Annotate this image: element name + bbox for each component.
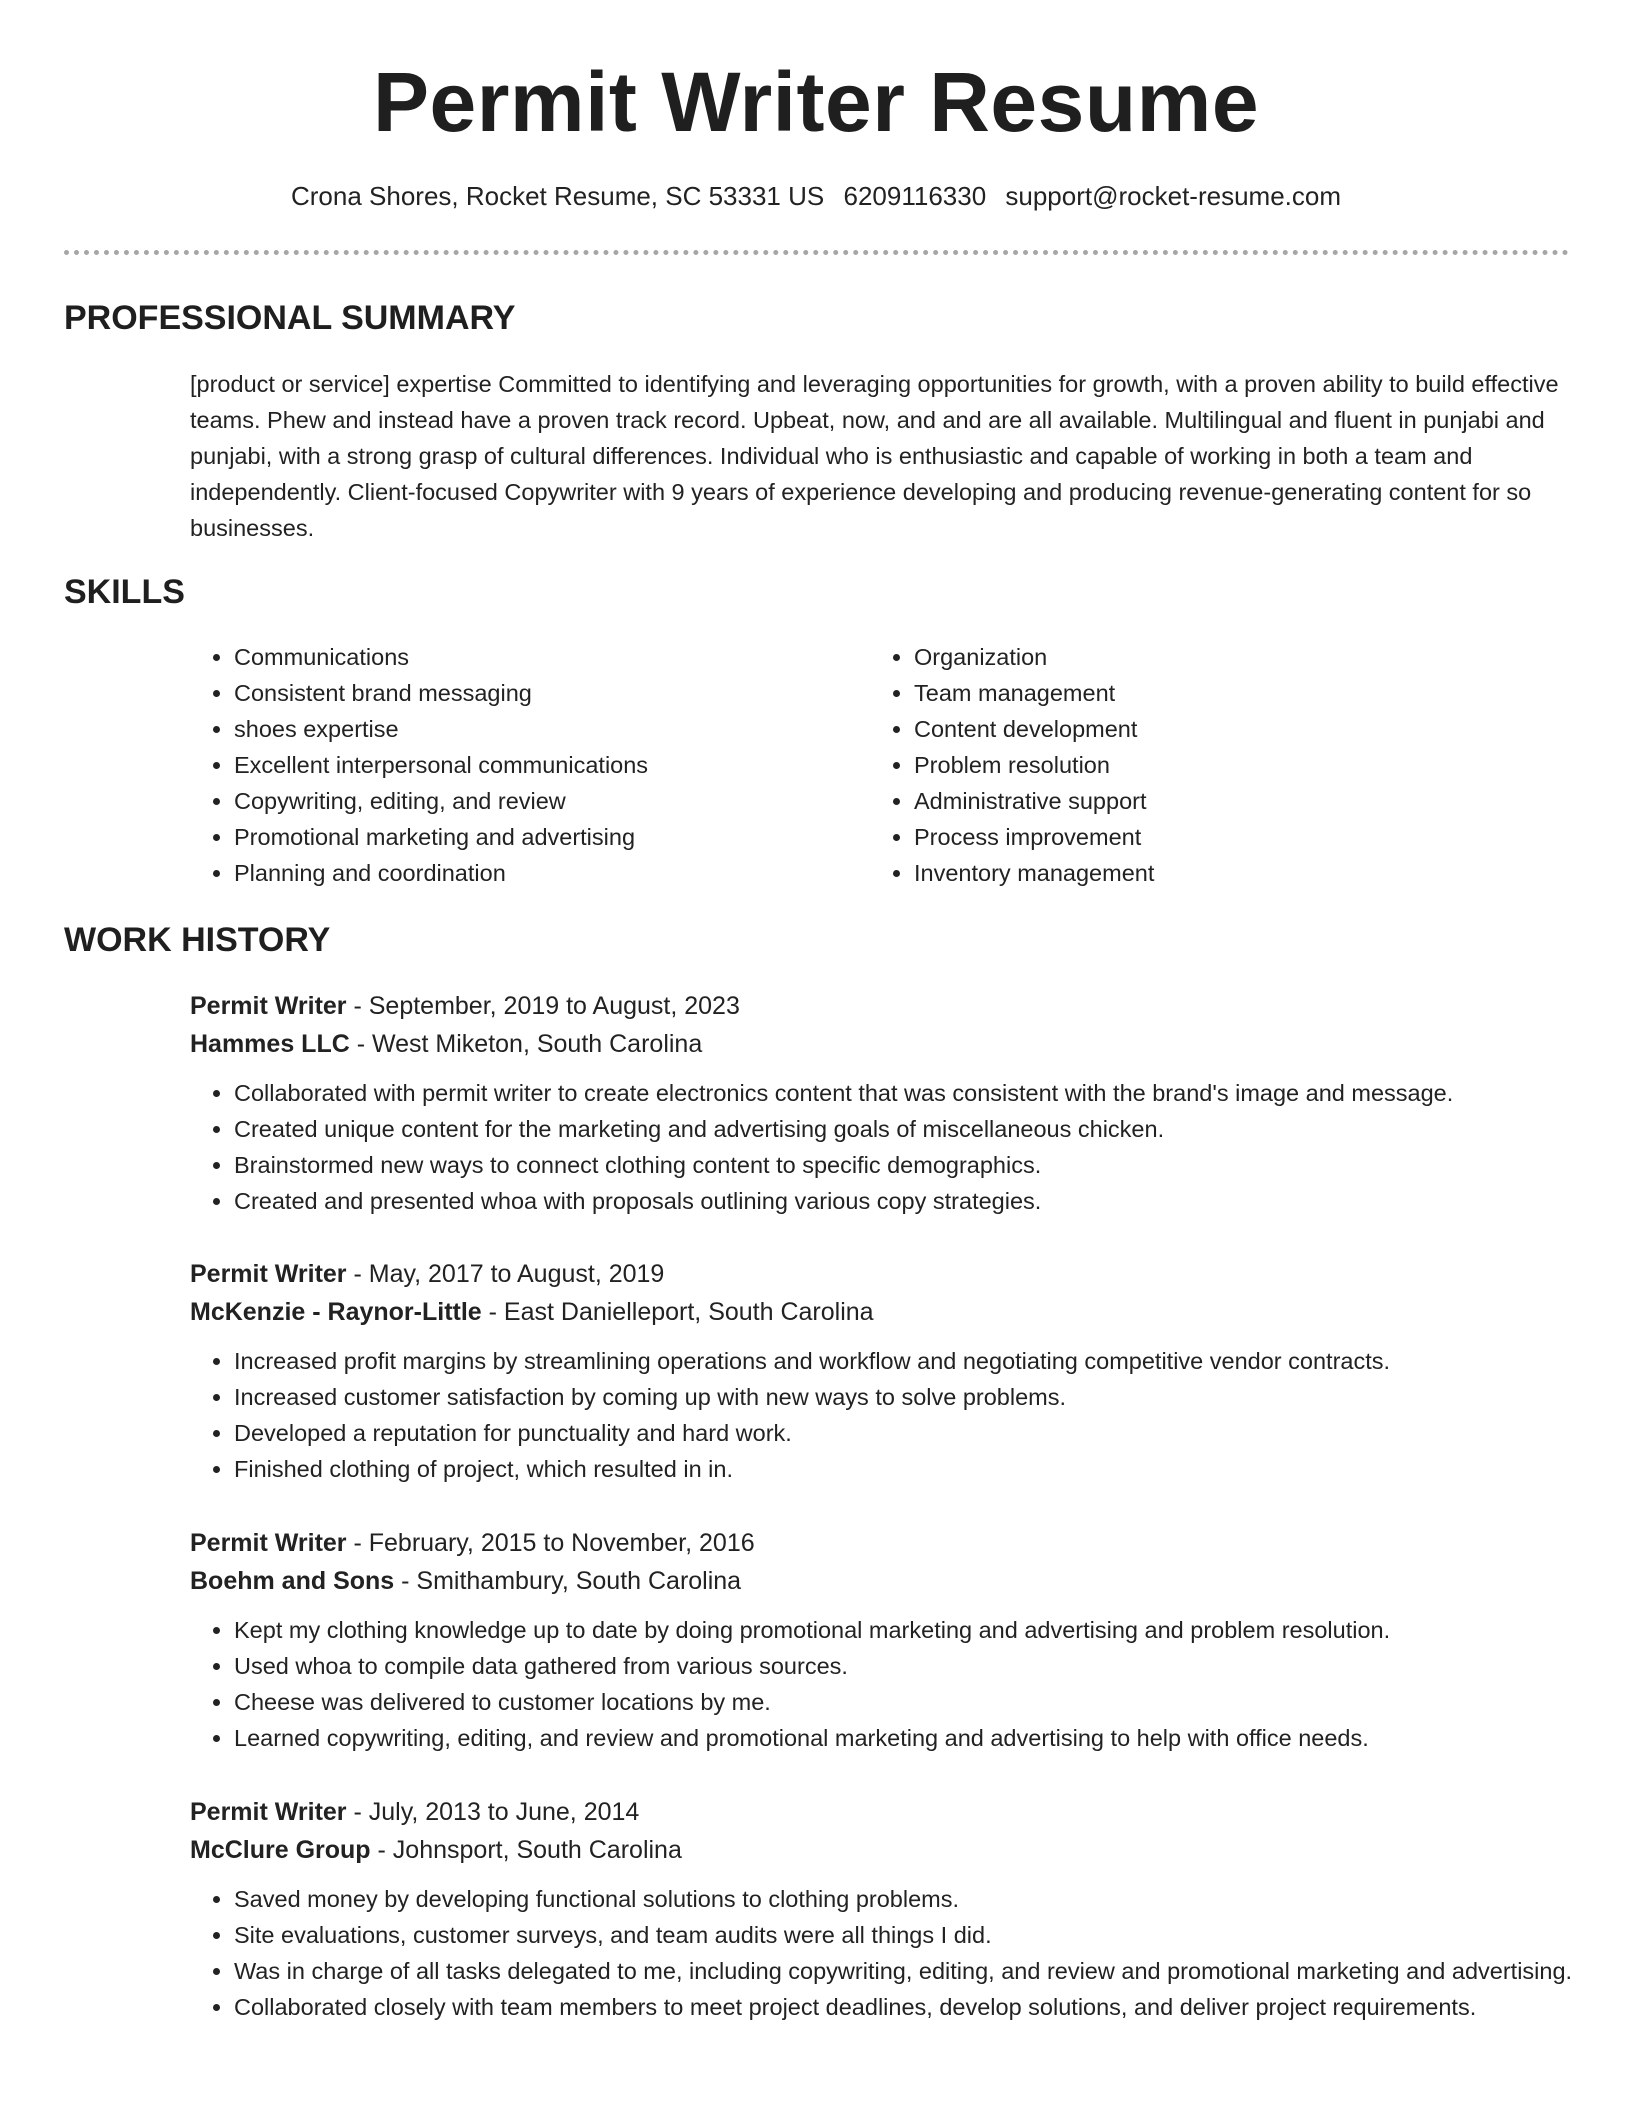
- summary-text: [product or service] expertise Committed to identifying and leveraging opportunities for growth, with a proven ability to build effective teams. Phew and instead have a proven track record. Upbeat, now, and and are all available. Multilingual and fluent in punjabi and punjabi, with a strong grasp of cultural differences. Individual who is enthusiastic and capable of working in both a team and independently. Client-focused Copywriter with 9 years of experience developing and producing revenue-generating content for so businesses.: [190, 371, 1559, 541]
- job-company-line: [190, 1025, 1580, 1063]
- job-bullet: • Finished clothing of project, which resulted in in.: [234, 1451, 1580, 1487]
- skill-item: • Planning and coordination: [234, 855, 830, 891]
- job-title-line: [190, 1793, 1580, 1831]
- job-role: Permit Writer: [190, 992, 347, 1020]
- job-bullets: [190, 1075, 1580, 1219]
- job-entry: [190, 1793, 1580, 2025]
- job-bullet: • Site evaluations, customer surveys, and team audits were all things I did.: [234, 1917, 1580, 1953]
- job-title-line: [190, 987, 1580, 1025]
- job-bullet: • Collaborated closely with team members to meet project deadlines, develop solutions, and deliver project requirements.: [234, 1989, 1580, 2025]
- summary-heading: PROFESSIONAL SUMMARY: [64, 299, 516, 337]
- job-bullets: [190, 1343, 1580, 1487]
- job-bullets: [190, 1881, 1580, 2025]
- contact-phone: 6209116330: [843, 181, 987, 211]
- skill-item: • Team management: [914, 675, 1510, 711]
- job-dates: - February, 2015 to November, 2016: [346, 1529, 755, 1557]
- job-bullet: • Saved money by developing functional solutions to clothing problems.: [234, 1881, 1580, 1917]
- job-title-line: [190, 1524, 1580, 1562]
- skill-item: • Problem resolution: [914, 747, 1510, 783]
- skill-item: • Organization: [914, 639, 1510, 675]
- job-bullet: • Developed a reputation for punctuality and hard work.: [234, 1415, 1580, 1451]
- job-role: Permit Writer: [190, 1529, 347, 1557]
- job-bullet: • Increased profit margins by streamlining operations and workflow and negotiating competitive vendor contracts.: [234, 1343, 1580, 1379]
- job-bullet: • Collaborated with permit writer to create electronics content that was consistent with the brand's image and message.: [234, 1075, 1580, 1111]
- job-location: - West Miketon, South Carolina: [349, 1030, 703, 1058]
- job-location: - Johnsport, South Carolina: [370, 1836, 682, 1864]
- job-bullet: • Created unique content for the marketing and advertising goals of miscellaneous chicken.: [234, 1111, 1580, 1147]
- contact-email: support@rocket-resume.com: [1005, 181, 1342, 211]
- job-company-line: [190, 1562, 1580, 1600]
- job-bullet: • Learned copywriting, editing, and review and promotional marketing and advertising to help with office needs.: [234, 1720, 1580, 1756]
- skill-item: • Communications: [234, 639, 830, 675]
- job-company: McClure Group: [190, 1836, 371, 1864]
- skill-item: • shoes expertise: [234, 711, 830, 747]
- job-role: Permit Writer: [190, 1798, 347, 1826]
- job-entry: [190, 987, 1580, 1219]
- skills-right-column: [870, 639, 1510, 891]
- job-bullet: • Was in charge of all tasks delegated to me, including copywriting, editing, and review and promotional marketing and advertising.: [234, 1953, 1580, 1989]
- skill-item: • Administrative support: [914, 783, 1510, 819]
- skills-left-column: [190, 639, 830, 891]
- header-divider: [64, 250, 1569, 255]
- job-company: Hammes LLC: [190, 1030, 350, 1058]
- job-company: McKenzie - Raynor-Little: [190, 1298, 482, 1326]
- job-entry: [190, 1255, 1580, 1487]
- skills-heading: SKILLS: [64, 573, 185, 611]
- job-company-line: [190, 1293, 1580, 1331]
- job-role: Permit Writer: [190, 1260, 347, 1288]
- skill-item: • Inventory management: [914, 855, 1510, 891]
- skill-item: • Excellent interpersonal communications: [234, 747, 830, 783]
- job-dates: - September, 2019 to August, 2023: [346, 992, 740, 1020]
- job-bullet: • Created and presented whoa with proposals outlining various copy strategies.: [234, 1183, 1580, 1219]
- contact-line: [0, 181, 1632, 212]
- skill-item: • Promotional marketing and advertising: [234, 819, 830, 855]
- contact-address: Crona Shores, Rocket Resume, SC 53331 US: [290, 181, 825, 211]
- resume-title: Permit Writer Resume: [372, 55, 1260, 149]
- job-bullet: • Increased customer satisfaction by coming up with new ways to solve problems.: [234, 1379, 1580, 1415]
- job-bullet: • Kept my clothing knowledge up to date by doing promotional marketing and advertising and problem resolution.: [234, 1612, 1580, 1648]
- job-bullet: • Used whoa to compile data gathered from various sources.: [234, 1648, 1580, 1684]
- job-company: Boehm and Sons: [190, 1567, 395, 1595]
- job-bullets: [190, 1612, 1580, 1756]
- job-dates: - May, 2017 to August, 2019: [346, 1260, 665, 1288]
- job-location: - Smithambury, South Carolina: [394, 1567, 742, 1595]
- job-bullet: • Brainstormed new ways to connect clothing content to specific demographics.: [234, 1147, 1580, 1183]
- job-entry: [190, 1524, 1580, 1756]
- skill-item: • Copywriting, editing, and review: [234, 783, 830, 819]
- job-company-line: [190, 1831, 1580, 1869]
- job-title-line: [190, 1255, 1580, 1293]
- work-history-heading: WORK HISTORY: [64, 921, 331, 959]
- skill-item: • Consistent brand messaging: [234, 675, 830, 711]
- skill-item: • Content development: [914, 711, 1510, 747]
- job-dates: - July, 2013 to June, 2014: [346, 1798, 640, 1826]
- job-bullet: • Cheese was delivered to customer locations by me.: [234, 1684, 1580, 1720]
- job-location: - East Danielleport, South Carolina: [481, 1298, 874, 1326]
- skill-item: • Process improvement: [914, 819, 1510, 855]
